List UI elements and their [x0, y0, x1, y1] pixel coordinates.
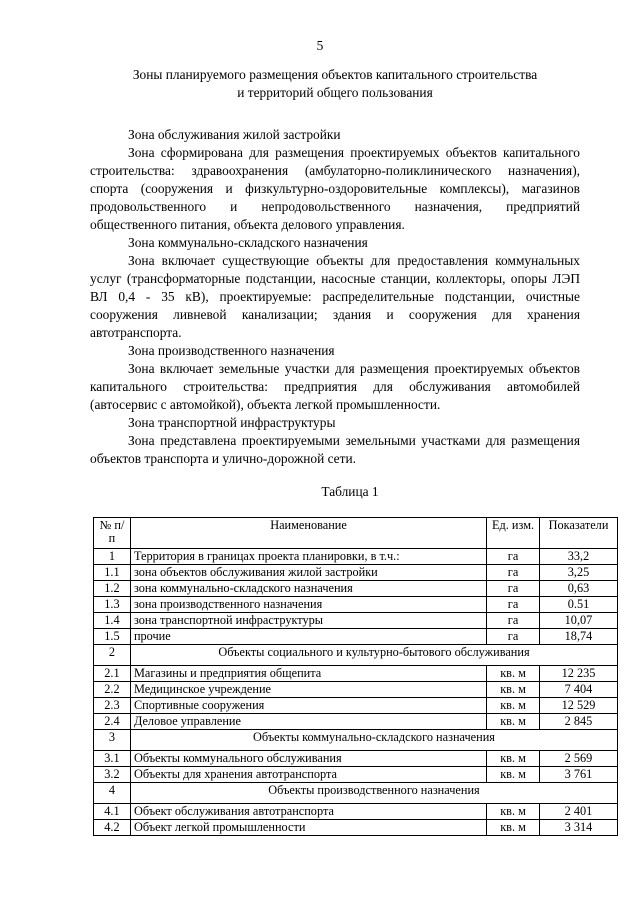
table-row	[94, 613, 618, 629]
table-row	[94, 682, 618, 698]
row-number: 4.1	[94, 804, 131, 820]
row-number: 3.1	[94, 751, 131, 767]
title-line: Зоны планируемого размещения объектов капитального строительства	[132, 67, 538, 82]
row-number: 4	[94, 783, 131, 804]
row-value: 18,74	[540, 629, 618, 645]
table-row	[94, 597, 618, 613]
zone-heading: Зона транспортной инфраструктуры	[128, 415, 336, 430]
header-value: Показатели	[540, 518, 618, 549]
table-row	[94, 804, 618, 820]
row-number: 1.1	[94, 565, 131, 581]
row-unit: га	[487, 613, 540, 629]
table-section-row	[94, 730, 618, 751]
row-name: Медицинское учреждение	[130, 682, 486, 698]
section-title	[90, 66, 580, 102]
row-name: Деловое управление	[130, 714, 486, 730]
row-name: прочие	[130, 629, 486, 645]
indicators-table	[93, 517, 618, 836]
table-header-row	[94, 518, 618, 549]
row-number: 1.4	[94, 613, 131, 629]
row-unit: кв. м	[487, 698, 540, 714]
table-row	[94, 549, 618, 565]
row-unit: кв. м	[487, 751, 540, 767]
row-name: зона коммунально-складского назначения	[130, 581, 486, 597]
row-name: Спортивные сооружения	[130, 698, 486, 714]
row-unit: кв. м	[487, 682, 540, 698]
body-text	[90, 126, 580, 468]
row-value: 2 569	[540, 751, 618, 767]
row-name: Объекты для хранения автотранспорта	[130, 767, 486, 783]
row-unit: кв. м	[487, 804, 540, 820]
row-value: 7 404	[540, 682, 618, 698]
row-number: 2	[94, 645, 131, 666]
row-number: 2.1	[94, 666, 131, 682]
row-value: 33,2	[540, 549, 618, 565]
row-value: 3,25	[540, 565, 618, 581]
paragraph: Зона представлена проектируемыми земельными участками для размещения объектов транспорта и улично-дорожной сети.	[90, 433, 580, 466]
row-value: 0.51	[540, 597, 618, 613]
paragraph: Зона включает существующие объекты для предоставления коммунальных услуг (трансформаторные подстанции, насосные станции, коллекторы, опоры ЛЭП ВЛ 0,4 - 35 кВ), проектируемые: распределительные подстанции, очистные сооружения ливневой канализации; здания и сооружения для хранения автотранспорта.	[90, 253, 580, 340]
row-value: 12 235	[540, 666, 618, 682]
row-number: 3	[94, 730, 131, 751]
title-line: и территорий общего пользования	[237, 85, 433, 100]
page-number: 5	[316, 38, 324, 53]
row-unit: га	[487, 565, 540, 581]
row-number: 2.3	[94, 698, 131, 714]
paragraph: Зона сформирована для размещения проектируемых объектов капитального строительства: здравоохранения (амбулаторно-поликлинического назначения), спорта (сооружения и физкультурно-оздоровительные комплексы), магазинов продовольственного и непродовольственного назначения, предприятий общественного питания, объекта делового управления.	[90, 145, 580, 232]
row-number: 1.3	[94, 597, 131, 613]
table-caption: Таблица 1	[321, 484, 379, 499]
table-row	[94, 581, 618, 597]
row-number: 2.4	[94, 714, 131, 730]
row-name: Объекты коммунального обслуживания	[130, 751, 486, 767]
section-name: Объекты производственного назначения	[130, 783, 617, 804]
row-number: 1.2	[94, 581, 131, 597]
table-row	[94, 629, 618, 645]
table-row	[94, 698, 618, 714]
table-section-row	[94, 645, 618, 666]
row-unit: га	[487, 549, 540, 565]
header-number: № п/п	[94, 518, 131, 549]
row-name: зона транспортной инфраструктуры	[130, 613, 486, 629]
row-value: 0,63	[540, 581, 618, 597]
row-value: 3 761	[540, 767, 618, 783]
row-value: 3 314	[540, 820, 618, 836]
section-name: Объекты коммунально-складского назначения	[130, 730, 617, 751]
row-name: Объект легкой промышленности	[130, 820, 486, 836]
table-row	[94, 751, 618, 767]
row-number: 1.5	[94, 629, 131, 645]
row-name: Объект обслуживания автотранспорта	[130, 804, 486, 820]
row-value: 12 529	[540, 698, 618, 714]
row-unit: кв. м	[487, 714, 540, 730]
table-row	[94, 767, 618, 783]
table-section-row	[94, 783, 618, 804]
row-number: 4.2	[94, 820, 131, 836]
table-row	[94, 565, 618, 581]
row-unit: кв. м	[487, 767, 540, 783]
row-unit: кв. м	[487, 820, 540, 836]
row-number: 1	[94, 549, 131, 565]
row-number: 3.2	[94, 767, 131, 783]
paragraph: Зона включает земельные участки для размещения проектируемых объектов капитального строительства: предприятия для обслуживания автомобилей (автосервис с автомойкой), объекта легкой промышленности.	[90, 361, 580, 412]
row-unit: га	[487, 629, 540, 645]
table-row	[94, 666, 618, 682]
row-value: 2 845	[540, 714, 618, 730]
header-unit: Ед. изм.	[487, 518, 540, 549]
zone-heading: Зона производственного назначения	[128, 343, 335, 358]
zone-heading: Зона коммунально-складского назначения	[128, 235, 368, 250]
row-value: 10,07	[540, 613, 618, 629]
row-unit: кв. м	[487, 666, 540, 682]
row-unit: га	[487, 581, 540, 597]
row-value: 2 401	[540, 804, 618, 820]
row-name: зона производственного назначения	[130, 597, 486, 613]
table-row	[94, 820, 618, 836]
table-row	[94, 714, 618, 730]
zone-heading: Зона обслуживания жилой застройки	[128, 127, 341, 142]
row-name: зона объектов обслуживания жилой застройки	[130, 565, 486, 581]
section-name: Объекты социального и культурно-бытового обслуживания	[130, 645, 617, 666]
row-number: 2.2	[94, 682, 131, 698]
row-name: Магазины и предприятия общепита	[130, 666, 486, 682]
row-name: Территория в границах проекта планировки, в т.ч.:	[130, 549, 486, 565]
row-unit: га	[487, 597, 540, 613]
header-name: Наименование	[130, 518, 486, 549]
